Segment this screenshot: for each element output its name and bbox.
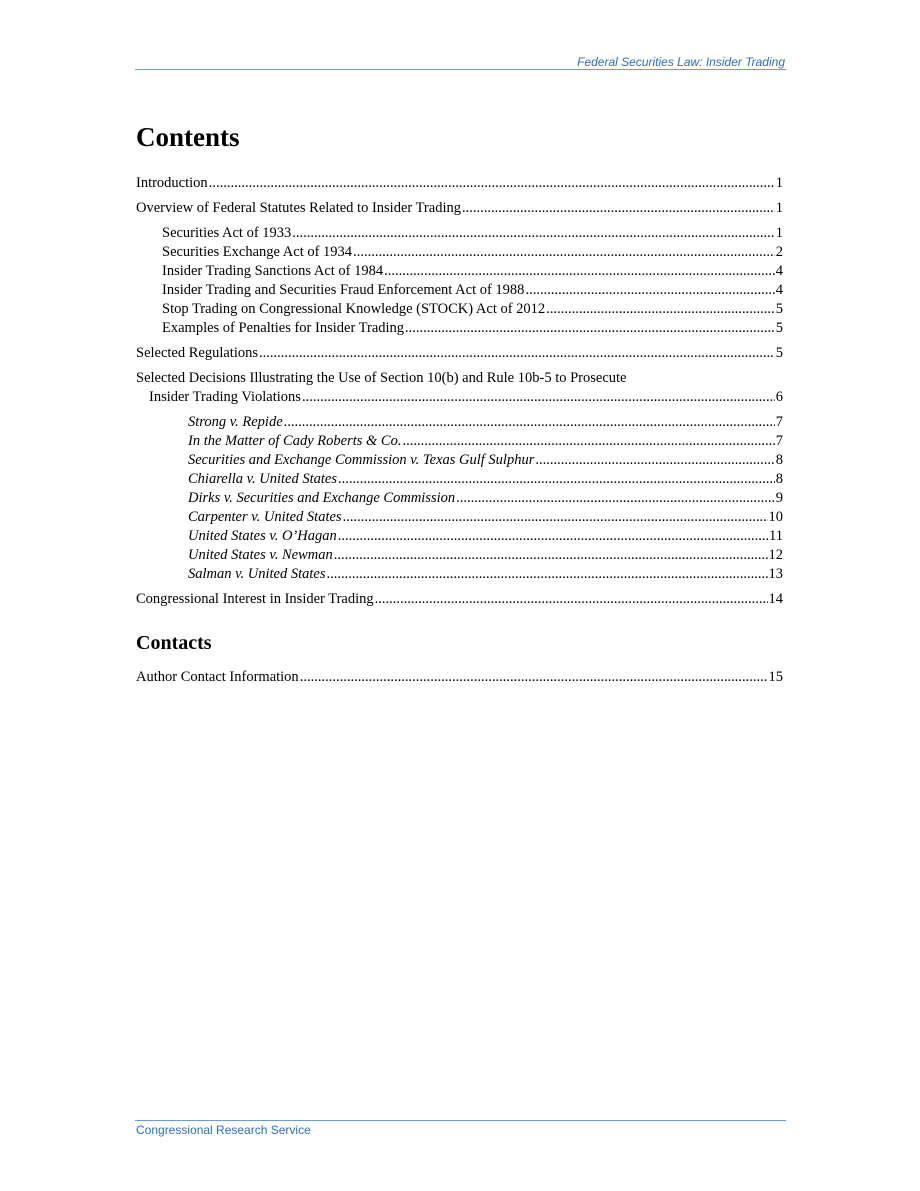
toc-entry-newman[interactable]: United States v. Newman ..... 12 (136, 546, 783, 565)
toc-entry-securities-act-1933[interactable]: Securities Act of 1933 ..... 1 (136, 224, 783, 243)
toc-entry-stock-act-2012[interactable]: Stop Trading on Congressional Knowledge (STOCK) Act of 2012 ..... 5 (136, 300, 783, 319)
toc-entry-itsa-1984[interactable]: Insider Trading Sanctions Act of 1984 ..... 4 (136, 262, 783, 281)
running-header: Federal Securities Law: Insider Trading (577, 55, 785, 69)
page-title: Contents (136, 122, 240, 152)
toc-entry-author-contact[interactable]: Author Contact Information ..... 15 (136, 668, 783, 687)
toc-entry-securities-exchange-act-1934[interactable]: Securities Exchange Act of 1934 ..... 2 (136, 243, 783, 262)
toc-entry-selected-decisions[interactable]: Selected Decisions Illustrating the Use of Section 10(b) and Rule 10b-5 to Prosecute Insider Trading Violations ..... 6 (136, 369, 783, 407)
footer-rule (135, 1120, 786, 1121)
toc-entry-salman[interactable]: Salman v. United States ..... 13 (136, 565, 783, 584)
toc-entry-introduction[interactable]: Introduction ..... 1 (136, 174, 783, 193)
contacts-title: Contacts (136, 632, 212, 654)
toc-entry-selected-regulations[interactable]: Selected Regulations ..... 5 (136, 344, 783, 363)
toc-entry-examples-of-penalties[interactable]: Examples of Penalties for Insider Trading ..... 5 (136, 319, 783, 338)
toc-entry-itsfea-1988[interactable]: Insider Trading and Securities Fraud Enforcement Act of 1988 ..... 4 (136, 281, 783, 300)
toc-entry-label-line2: Insider Trading Violations (149, 389, 301, 405)
toc-entry-congressional-interest[interactable]: Congressional Interest in Insider Trading ..... 14 (136, 590, 783, 609)
toc-entry-chiarella[interactable]: Chiarella v. United States ..... 8 (136, 470, 783, 489)
toc-entry-carpenter[interactable]: Carpenter v. United States ..... 10 (136, 508, 783, 527)
toc-entry-cady-roberts[interactable]: In the Matter of Cady Roberts & Co. ..... 7 (136, 432, 783, 451)
toc-entry-overview[interactable]: Overview of Federal Statutes Related to Insider Trading ..... 1 (136, 199, 783, 218)
header-rule (135, 69, 786, 70)
table-of-contents (136, 174, 783, 609)
toc-entry-texas-gulf-sulphur[interactable]: Securities and Exchange Commission v. Texas Gulf Sulphur ..... 8 (136, 451, 783, 470)
toc-entry-label-line1: Selected Decisions Illustrating the Use of Section 10(b) and Rule 10b-5 to Prosecute (136, 370, 627, 386)
toc-entry-strong-v-repide[interactable]: Strong v. Repide ..... 7 (136, 413, 783, 432)
contacts-list (136, 668, 783, 687)
toc-entry-ohagan[interactable]: United States v. O’Hagan ..... 11 (136, 527, 783, 546)
footer-text: Congressional Research Service (136, 1123, 311, 1137)
toc-entry-dirks[interactable]: Dirks v. Securities and Exchange Commission ..... 9 (136, 489, 783, 508)
